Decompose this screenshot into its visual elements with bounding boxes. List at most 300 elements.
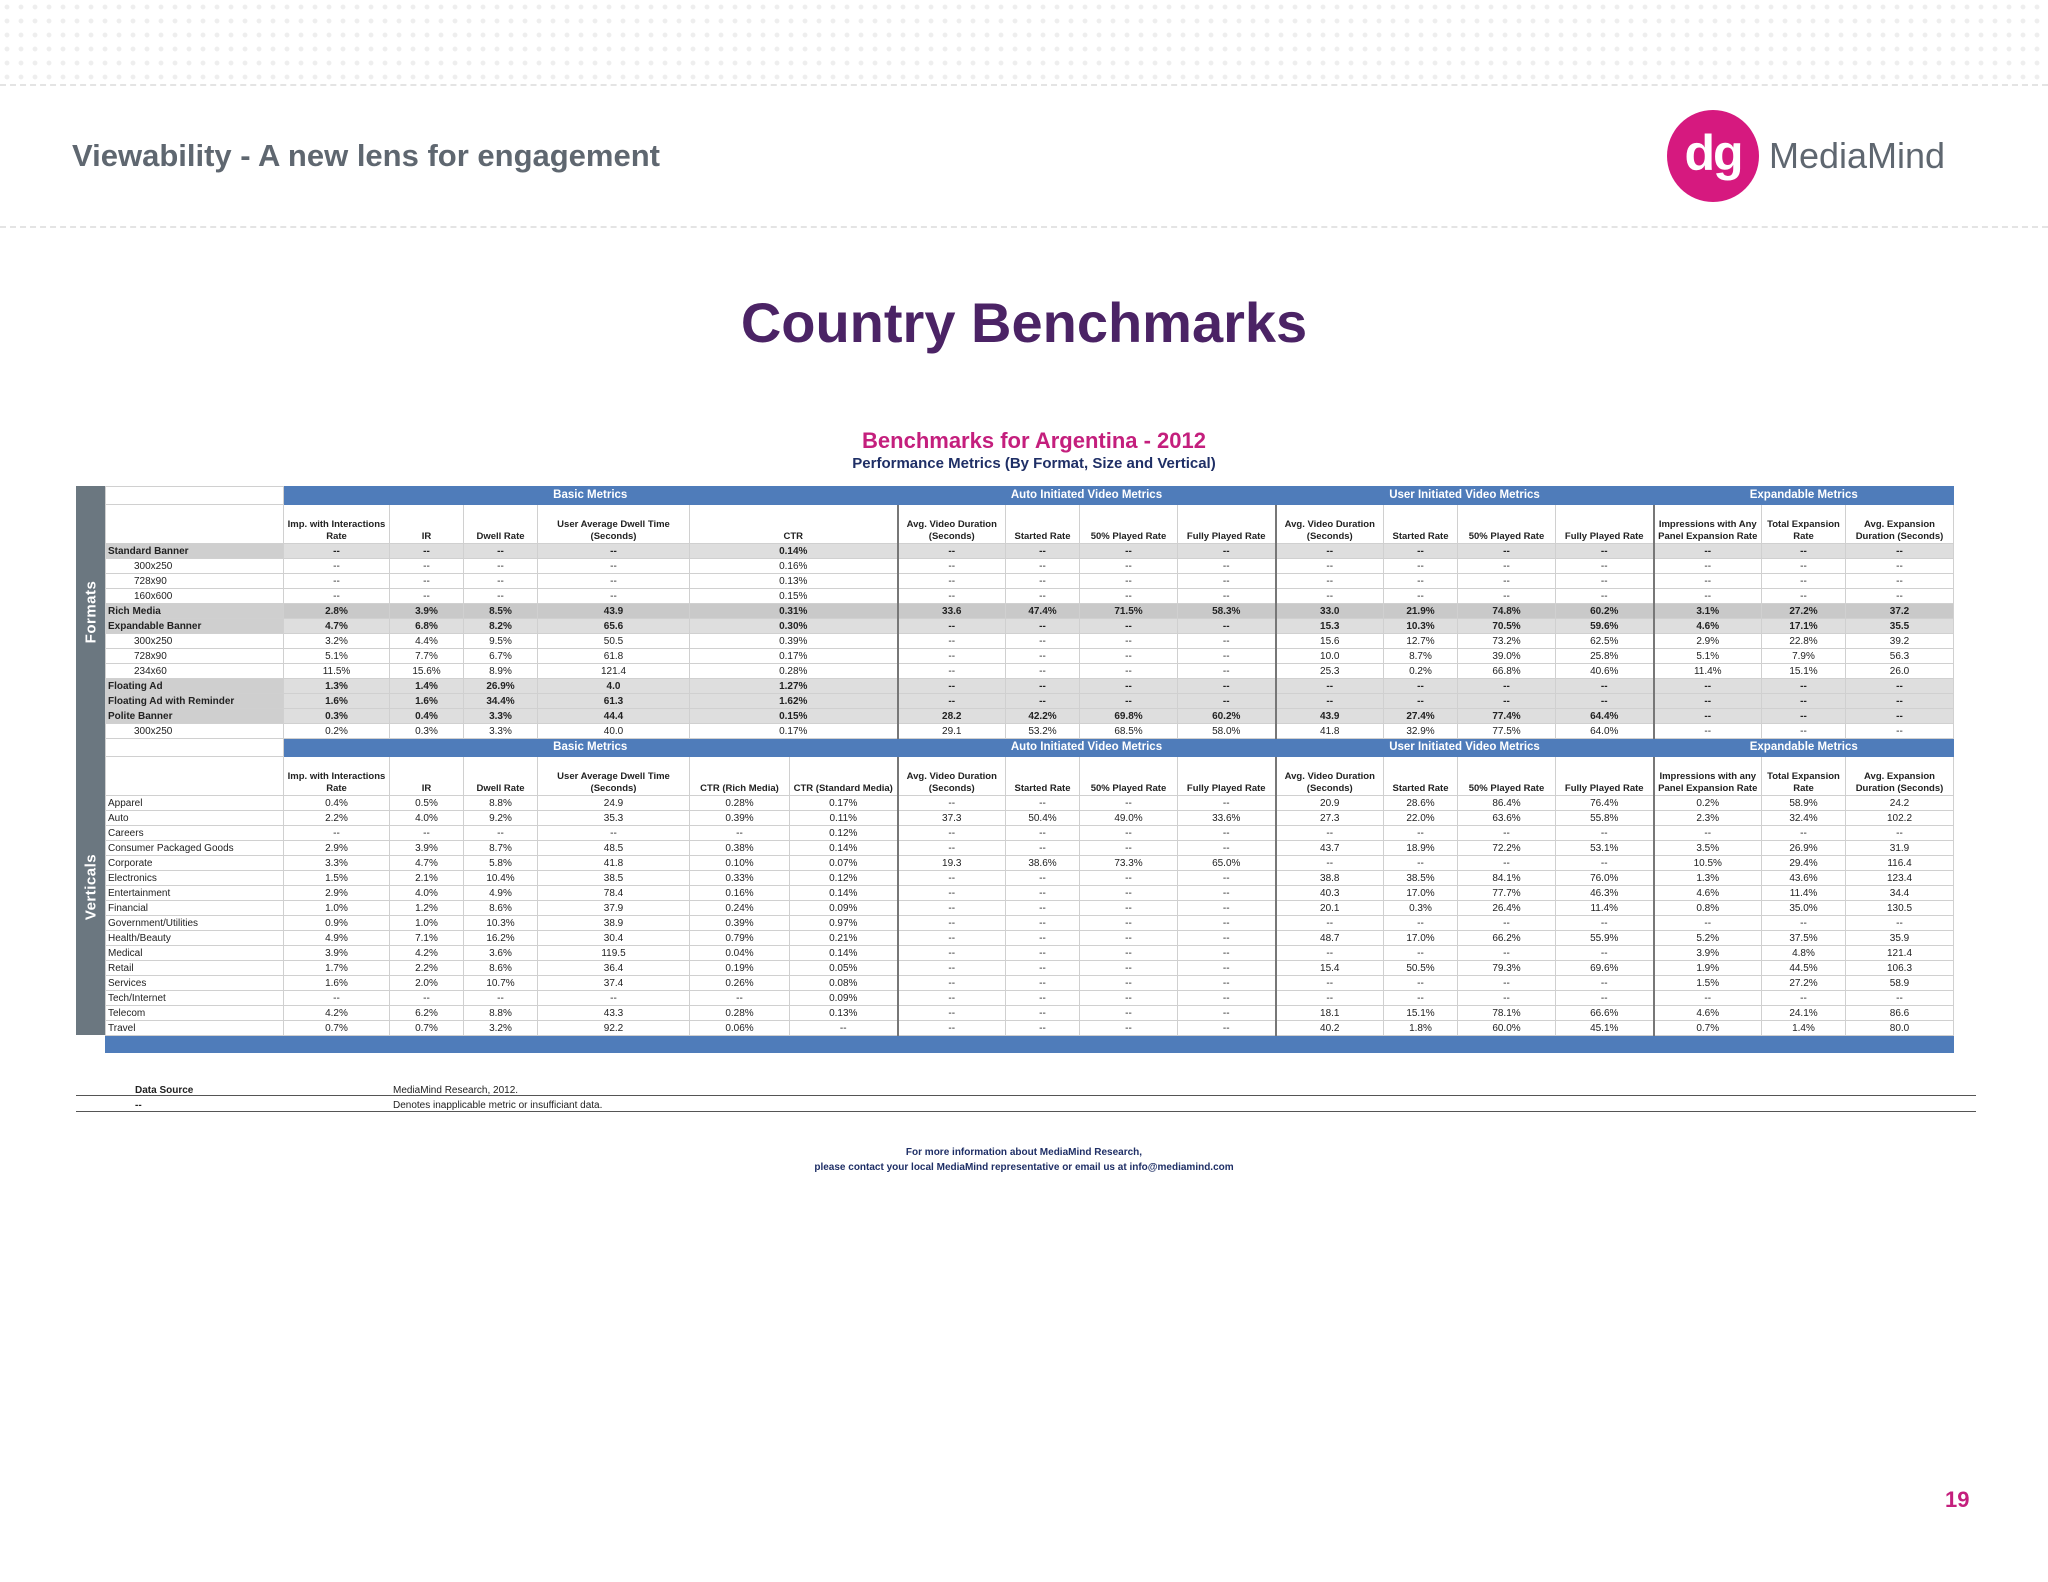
table-cell: 64.0% [1556,724,1654,739]
table-cell: 22.0% [1384,811,1458,826]
table-cell: 21.9% [1384,604,1458,619]
row-label: Corporate [106,856,284,871]
table-cell: -- [390,991,464,1006]
column-header: Avg. Video Duration (Seconds) [1276,757,1384,796]
table-cell: 7.7% [390,649,464,664]
format-row [106,709,1954,724]
table-cell: 35.3 [538,811,690,826]
table-cell: 49.0% [1080,811,1178,826]
vertical-row [106,1021,1954,1036]
table-cell: -- [1080,991,1178,1006]
section-auto-video-metrics: Auto Initiated Video Metrics [898,487,1276,505]
table-cell: 77.4% [1458,709,1556,724]
row-label: Auto [106,811,284,826]
table-cell: 1.8% [1384,1021,1458,1036]
table-cell: 27.4% [1384,709,1458,724]
table-cell: -- [390,544,464,559]
vertical-row [106,886,1954,901]
table-cell: -- [1178,1006,1276,1021]
table-cell: 121.4 [538,664,690,679]
table-cell: 10.7% [464,976,538,991]
table-cell: 4.9% [464,886,538,901]
table-cell: 40.2 [1276,1021,1384,1036]
table-cell: 3.9% [1654,946,1762,961]
table-cell: -- [1846,724,1954,739]
table-cell: 69.6% [1556,961,1654,976]
row-label: Careers [106,826,284,841]
table-cell: 3.9% [390,604,464,619]
format-row [106,589,1954,604]
verticals-header-row [106,757,1954,796]
table-cell: 56.3 [1846,649,1954,664]
column-header: 50% Played Rate [1080,757,1178,796]
table-cell: 0.13% [790,1006,898,1021]
table-cell: 45.1% [1556,1021,1654,1036]
table-cell: -- [538,826,690,841]
format-row [106,604,1954,619]
table-cell: -- [284,544,390,559]
table-cell: 19.3 [898,856,1006,871]
table-cell: 78.1% [1458,1006,1556,1021]
table-cell: -- [1276,574,1384,589]
table-cell: -- [1654,574,1762,589]
table-cell: 1.9% [1654,961,1762,976]
table-cell: -- [1006,559,1080,574]
table-cell: 36.4 [538,961,690,976]
table-cell: 15.6% [390,664,464,679]
table-cell: 77.7% [1458,886,1556,901]
table-cell: 84.1% [1458,871,1556,886]
row-label: Tech/Internet [106,991,284,1006]
table-cell: -- [284,826,390,841]
table-cell: 33.0 [1276,604,1384,619]
table-cell: 80.0 [1846,1021,1954,1036]
table-cell: -- [1654,916,1762,931]
table-cell: 5.1% [284,649,390,664]
table-cell: 24.9 [538,796,690,811]
table-cell: 0.2% [284,724,390,739]
table-cell: -- [1080,589,1178,604]
table-cell: -- [1458,574,1556,589]
table-cell: -- [1080,976,1178,991]
format-row [106,649,1954,664]
table-cell: -- [898,1021,1006,1036]
table-cell: -- [1080,931,1178,946]
table-cell: 0.05% [790,961,898,976]
table-cell: -- [1006,886,1080,901]
table-cell: 70.5% [1458,619,1556,634]
table-cell: -- [1178,649,1276,664]
table-cell: -- [284,559,390,574]
table-cell: 1.62% [690,694,898,709]
table-cell: 37.2 [1846,604,1954,619]
table-cell: 0.7% [1654,1021,1762,1036]
table-cell: -- [1178,1021,1276,1036]
table-cell: 38.5% [1384,871,1458,886]
table-cell: 0.07% [790,856,898,871]
table-cell: -- [1276,694,1384,709]
table-cell: -- [1006,946,1080,961]
benchmark-table [105,486,1954,1053]
table-cell: -- [1762,574,1846,589]
table-cell: 40.0 [538,724,690,739]
table-cell: -- [1654,544,1762,559]
table-cell: -- [284,991,390,1006]
table-cell: -- [1556,694,1654,709]
table-cell: -- [1458,589,1556,604]
row-label: Expandable Banner [106,619,284,634]
table-cell: 0.15% [690,709,898,724]
column-header: User Average Dwell Time (Seconds) [538,757,690,796]
table-cell: 37.3 [898,811,1006,826]
table-cell: 0.7% [390,1021,464,1036]
row-label: Retail [106,961,284,976]
table-cell: -- [1178,976,1276,991]
source-divider [76,1095,1976,1096]
table-cell: -- [1654,826,1762,841]
table-cell: -- [1458,679,1556,694]
column-header: 50% Played Rate [1458,505,1556,544]
table-cell: -- [1178,679,1276,694]
column-header: IR [390,505,464,544]
table-cell: -- [1276,916,1384,931]
table-cell: -- [1276,991,1384,1006]
table-cell: 44.5% [1762,961,1846,976]
table-cell: -- [1080,634,1178,649]
data-source-value: MediaMind Research, 2012. [393,1085,519,1096]
table-cell: -- [1276,544,1384,559]
table-cell: 4.2% [284,1006,390,1021]
table-cell: -- [1556,679,1654,694]
table-cell: -- [898,796,1006,811]
table-cell: 0.15% [690,589,898,604]
table-cell: -- [1178,841,1276,856]
column-header: Avg. Video Duration (Seconds) [1276,505,1384,544]
table-cell: 0.09% [790,901,898,916]
table-cell: 8.5% [464,604,538,619]
section-expandable-metrics: Expandable Metrics [1654,739,1954,757]
column-header: Started Rate [1006,505,1080,544]
table-cell: 0.14% [790,886,898,901]
table-cell: 28.2 [898,709,1006,724]
table-cell: 29.1 [898,724,1006,739]
format-row [106,559,1954,574]
table-cell: 123.4 [1846,871,1954,886]
table-cell: -- [1006,694,1080,709]
vertical-row [106,916,1954,931]
table-cell: -- [1178,694,1276,709]
table-cell: -- [390,826,464,841]
vertical-row [106,841,1954,856]
table-cell: -- [1384,991,1458,1006]
table-cell: -- [898,946,1006,961]
table-cell: -- [898,619,1006,634]
table-cell: 92.2 [538,1021,690,1036]
column-header: User Average Dwell Time (Seconds) [538,505,690,544]
table-cell: 11.4% [1556,901,1654,916]
table-cell: -- [1556,976,1654,991]
table-cell: -- [1654,694,1762,709]
table-cell: -- [1384,976,1458,991]
table-cell: 2.9% [1654,634,1762,649]
table-cell: 2.0% [390,976,464,991]
table-cell: -- [1846,694,1954,709]
vertical-row [106,931,1954,946]
table-cell: 50.4% [1006,811,1080,826]
table-cell: 116.4 [1846,856,1954,871]
table-cell: -- [1556,856,1654,871]
table-cell: 30.4 [538,931,690,946]
table-cell: 24.1% [1762,1006,1846,1021]
table-cell: -- [1006,841,1080,856]
table-cell: 4.7% [284,619,390,634]
table-cell: 50.5% [1384,961,1458,976]
table-cell: -- [898,634,1006,649]
table-cell: 0.39% [690,811,790,826]
table-cell: 9.5% [464,634,538,649]
format-row [106,634,1954,649]
table-cell: -- [1762,589,1846,604]
formats-side-label-text: Formats [82,580,99,644]
table-cell: 86.6 [1846,1006,1954,1021]
table-cell: 20.9 [1276,796,1384,811]
row-label: 728x90 [106,574,284,589]
table-cell: -- [1556,574,1654,589]
table-cell: 8.6% [464,901,538,916]
table-cell: 76.4% [1556,796,1654,811]
table-cell: 48.7 [1276,931,1384,946]
table-cell: -- [1006,871,1080,886]
table-cell: 12.7% [1384,634,1458,649]
formats-section-row [106,487,1954,505]
table-cell: 4.6% [1654,886,1762,901]
table-cell: 1.6% [284,976,390,991]
table-cell: -- [1080,916,1178,931]
table-cell: -- [1556,946,1654,961]
table-cell: -- [898,694,1006,709]
table-cell: 3.9% [284,946,390,961]
table-cell: 2.9% [284,841,390,856]
table-cell: 38.8 [1276,871,1384,886]
column-header: Impressions with Any Panel Expansion Rate [1654,505,1762,544]
table-cell: -- [464,991,538,1006]
table-cell: 43.6% [1762,871,1846,886]
format-row [106,664,1954,679]
table-cell: -- [1762,709,1846,724]
row-label: Electronics [106,871,284,886]
table-cell: -- [1006,1021,1080,1036]
table-cell: 0.08% [790,976,898,991]
table-cell: -- [1276,976,1384,991]
table-cell: -- [1276,856,1384,871]
column-header: Impressions with any Panel Expansion Rate [1654,757,1762,796]
table-cell: -- [1846,679,1954,694]
table-cell: 2.1% [390,871,464,886]
table-cell: 0.39% [690,916,790,931]
table-cell: -- [1846,559,1954,574]
table-cell: 73.2% [1458,634,1556,649]
table-cell: 4.0% [390,811,464,826]
table-cell: 1.0% [284,901,390,916]
table-cell: 27.2% [1762,976,1846,991]
column-header: Fully Played Rate [1178,757,1276,796]
vertical-row [106,856,1954,871]
table-cell: 8.2% [464,619,538,634]
table-cell: 3.5% [1654,841,1762,856]
table-cell: -- [1846,574,1954,589]
table-cell: 66.2% [1458,931,1556,946]
table-cell: -- [898,961,1006,976]
table-cell: 0.33% [690,871,790,886]
row-label: Financial [106,901,284,916]
table-cell: 15.3 [1276,619,1384,634]
table-cell: 1.4% [390,679,464,694]
table-cell: 0.3% [390,724,464,739]
row-label: Health/Beauty [106,931,284,946]
table-cell: 2.8% [284,604,390,619]
table-cell: -- [1006,544,1080,559]
table-cell: 50.5 [538,634,690,649]
vertical-row [106,811,1954,826]
vertical-row [106,796,1954,811]
format-row [106,679,1954,694]
table-cell: 0.8% [1654,901,1762,916]
table-cell: -- [898,976,1006,991]
table-cell: -- [1384,679,1458,694]
table-cell: -- [1384,916,1458,931]
table-cell: 59.6% [1556,619,1654,634]
table-cell: -- [1458,826,1556,841]
table-cell: 78.4 [538,886,690,901]
table-cell: 0.2% [1384,664,1458,679]
table-cell: 25.3 [1276,664,1384,679]
table-cell: -- [1384,946,1458,961]
table-cell: 119.5 [538,946,690,961]
table-cell: -- [1178,544,1276,559]
table-cell: 11.4% [1654,664,1762,679]
table-cell: -- [1178,961,1276,976]
vertical-row [106,901,1954,916]
format-row [106,694,1954,709]
table-cell: -- [1458,544,1556,559]
table-cell: 8.7% [464,841,538,856]
table-cell: 0.14% [790,946,898,961]
verticals-table-body [106,739,1954,1036]
dash-legend-value: Denotes inapplicable metric or insufficiant data. [393,1100,603,1111]
table-cell: 1.5% [284,871,390,886]
table-cell: -- [1178,991,1276,1006]
table-cell: -- [898,991,1006,1006]
table-cell: 71.5% [1080,604,1178,619]
table-cell: -- [1384,574,1458,589]
table-cell: 1.3% [1654,871,1762,886]
table-cell: -- [1178,574,1276,589]
table-cell: 48.5 [538,841,690,856]
table-cell: -- [1080,841,1178,856]
table-cell: 10.3% [464,916,538,931]
table-cell: -- [1556,559,1654,574]
table-cell: 74.8% [1458,604,1556,619]
table-cell: 1.4% [1762,1021,1846,1036]
column-header: CTR (Standard Media) [790,757,898,796]
table-cell: -- [1654,589,1762,604]
benchmark-title: Benchmarks for Argentina - 2012 [862,428,1206,453]
table-cell: 58.9 [1846,976,1954,991]
column-header: Started Rate [1384,505,1458,544]
table-cell: -- [690,991,790,1006]
header-dot-pattern [0,0,2048,84]
column-header: Fully Played Rate [1556,505,1654,544]
table-cell: 0.11% [790,811,898,826]
column-header: Total Expansion Rate [1762,505,1846,544]
table-cell: -- [1006,664,1080,679]
table-cell: 106.3 [1846,961,1954,976]
table-cell: -- [1846,916,1954,931]
table-cell: 26.4% [1458,901,1556,916]
table-cell: -- [1080,1021,1178,1036]
table-cell: 3.9% [390,841,464,856]
table-cell: -- [1762,991,1846,1006]
table-cell: 25.8% [1556,649,1654,664]
table-cell: -- [1556,589,1654,604]
page-number: 19 [1945,1487,1970,1512]
table-cell: 37.9 [538,901,690,916]
table-cell: -- [1654,679,1762,694]
table-cell: -- [1080,649,1178,664]
table-cell: 15.6 [1276,634,1384,649]
row-label: Travel [106,1021,284,1036]
header-title: Viewability - A new lens for engagement [72,138,660,173]
table-cell: 40.6% [1556,664,1654,679]
table-cell: -- [538,544,690,559]
verticals-side-label-text: Verticals [82,853,99,920]
row-label: 300x250 [106,634,284,649]
table-cell: 2.9% [284,886,390,901]
table-cell: 0.19% [690,961,790,976]
table-cell: 0.39% [690,634,898,649]
table-cell: -- [898,916,1006,931]
table-cell: -- [898,841,1006,856]
table-cell: -- [390,574,464,589]
table-cell: 0.97% [790,916,898,931]
table-cell: 121.4 [1846,946,1954,961]
table-cell: -- [1458,916,1556,931]
section-basic-metrics: Basic Metrics [284,487,898,505]
table-cell: 0.9% [284,916,390,931]
format-row [106,574,1954,589]
table-cell: -- [1080,886,1178,901]
table-cell: -- [1006,619,1080,634]
row-label: 300x250 [106,724,284,739]
table-cell: 8.8% [464,796,538,811]
table-cell: 1.27% [690,679,898,694]
table-cell: -- [1080,559,1178,574]
column-header: Avg. Expansion Duration (Seconds) [1846,757,1954,796]
table-cell: 8.8% [464,1006,538,1021]
row-label: Government/Utilities [106,916,284,931]
table-cell: 0.26% [690,976,790,991]
table-cell: 2.2% [284,811,390,826]
row-label: Floating Ad with Reminder [106,694,284,709]
table-cell: 58.9% [1762,796,1846,811]
table-cell: -- [464,559,538,574]
vertical-row [106,976,1954,991]
header-divider-bottom [0,226,2048,228]
table-cell: -- [1458,946,1556,961]
table-cell: 1.6% [390,694,464,709]
table-cell: 1.3% [284,679,390,694]
table-cell: 65.6 [538,619,690,634]
